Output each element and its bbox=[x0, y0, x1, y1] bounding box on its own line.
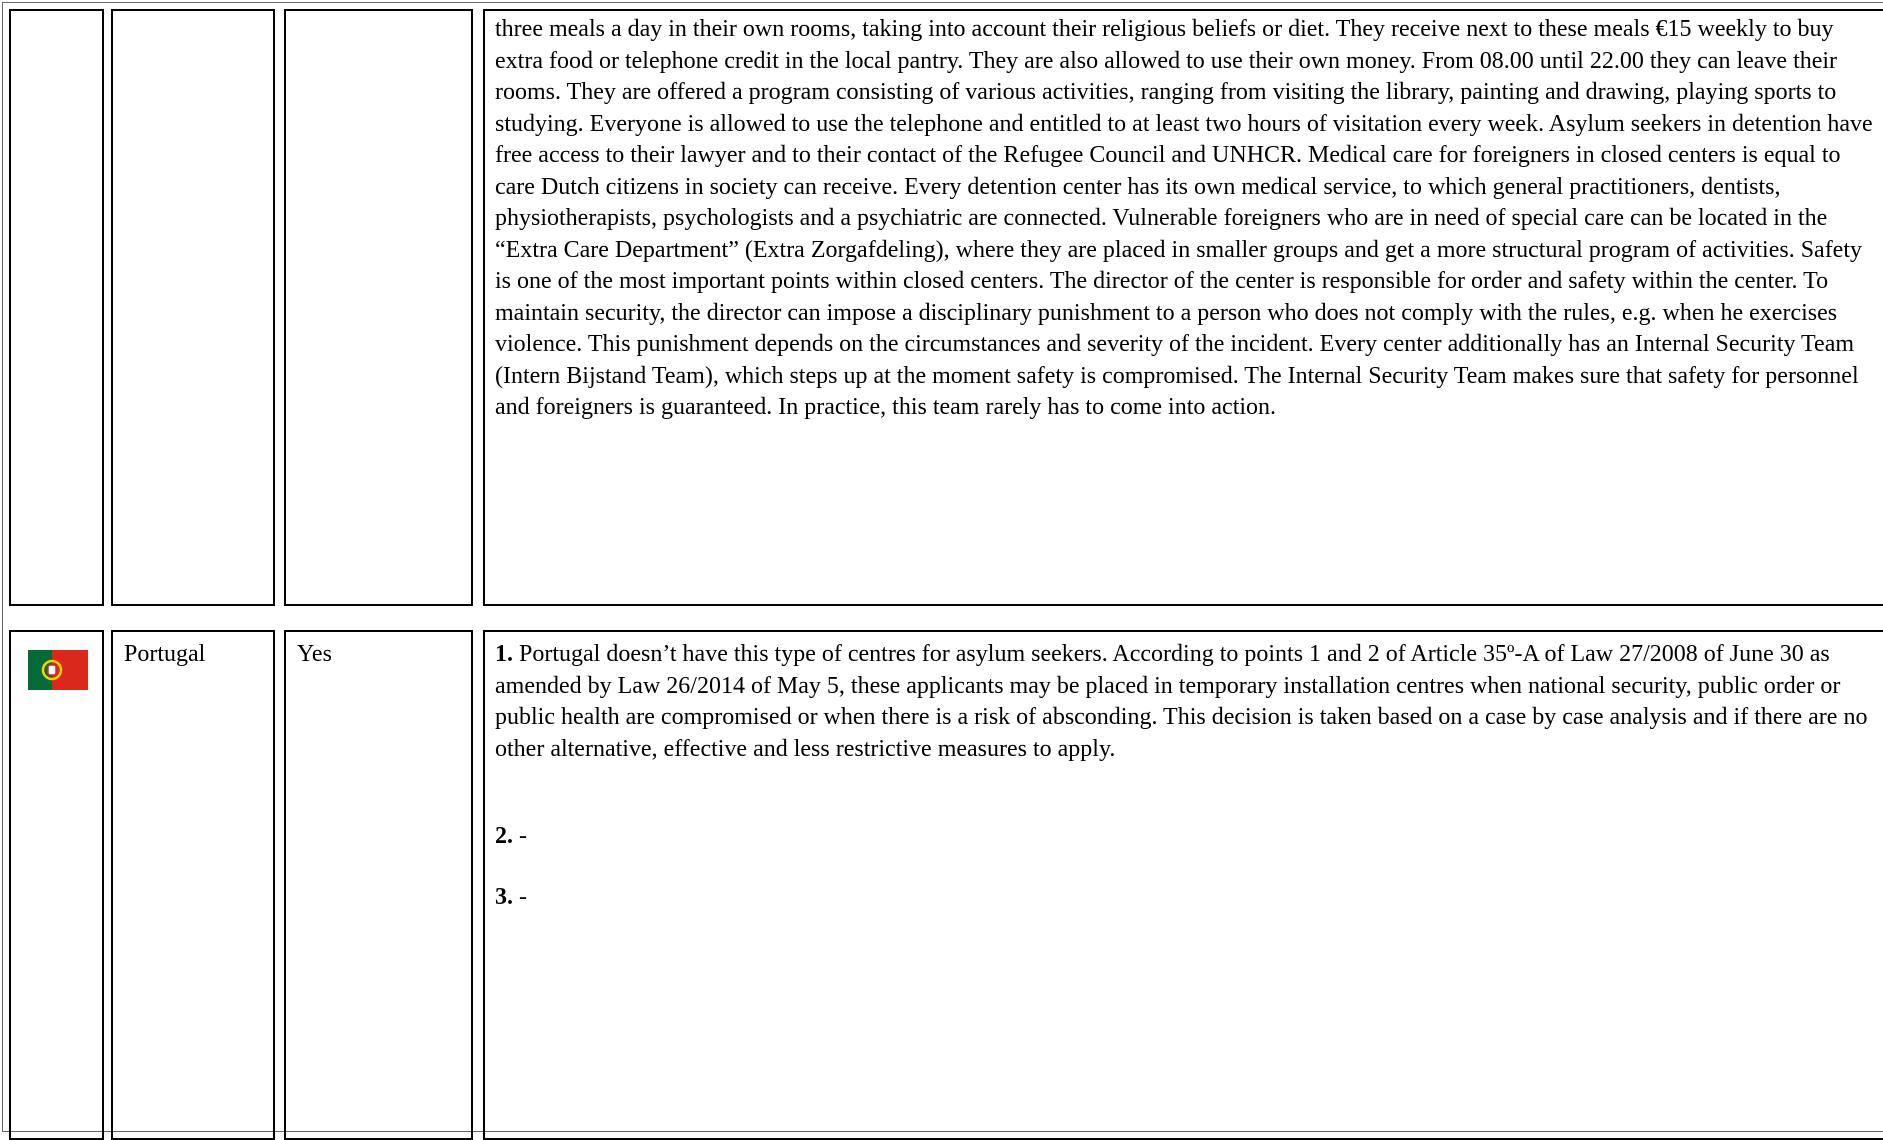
row2-country-cell bbox=[111, 630, 275, 1140]
item-text: Portugal doesn’t have this type of centres for asylum seekers. According to points 1 and 2 of Article 35º-A of Law 27/2008 of June 30 as amended by Law 26/2014 of May 5, these applicants may be placed in temporary installation centres when national security, public order or public health are compromised or when there is a risk of absconding. This decision is taken based on a case by case analysis and if there are no other alternative, effective and less restrictive measures to apply. bbox=[495, 641, 1868, 762]
portugal-flag-icon bbox=[28, 650, 88, 690]
row1-flag-cell bbox=[9, 9, 104, 606]
answer-item-2 bbox=[495, 821, 1875, 853]
answer-value: Yes bbox=[297, 641, 332, 667]
row1-text: three meals a day in their own rooms, taking into account their religious beliefs or diet. They receive next to these meals €15 weekly to buy extra food or telephone credit in the local pantry. They are also allowed to use their own money. From 08.00 until 22.00 they can leave their rooms. They are offered a program consisting of various activities, ranging from visiting the library, painting and drawing, playing sports to studying. Everyone is allowed to use the telephone and entitled to at least two hours of visitation every week. Asylum seekers in detention have free access to their lawyer and to their contact of the Refugee Council and UNHCR. Medical care for foreigners in closed centers is equal to care Dutch citizens in society can receive. Every detention center has its own medical service, to which general practitioners, dentists, physiotherapists, psychologists and a psychiatric are connected. Vulnerable foreigners who are in need of special care can be located in the “Extra Care Department” (Extra Zorgafdeling), where they are placed in smaller groups and get a more structural program of activities. Safety is one of the most important points within closed centers. The director of the center is responsible for order and safety within the center. To maintain security, the director can impose a disciplinary punishment to a person who does not comply with the rules, e.g. when he exercises violence. This punishment depends on the circumstances and severity of the incident. Every center additionally has an Internal Security Team (Intern Bijstand Team), which steps up at the moment safety is compromised. The Internal Security Team makes sure that safety for personnel and foreigners is guaranteed. In practice, this team rarely has to come into action. bbox=[495, 16, 1873, 420]
country-name: Portugal bbox=[124, 641, 206, 667]
item-text: - bbox=[513, 823, 527, 849]
item-text: - bbox=[513, 884, 527, 910]
row2-flag-cell bbox=[9, 630, 104, 1140]
row2-answer-cell bbox=[284, 630, 473, 1140]
item-number: 3. bbox=[495, 884, 513, 910]
item-number: 1. bbox=[495, 641, 513, 667]
answer-item-1 bbox=[495, 639, 1875, 765]
item-number: 2. bbox=[495, 823, 513, 849]
answer-item-3 bbox=[495, 882, 1875, 914]
row1-answer-cell bbox=[284, 9, 473, 606]
row1-country-cell bbox=[111, 9, 275, 606]
